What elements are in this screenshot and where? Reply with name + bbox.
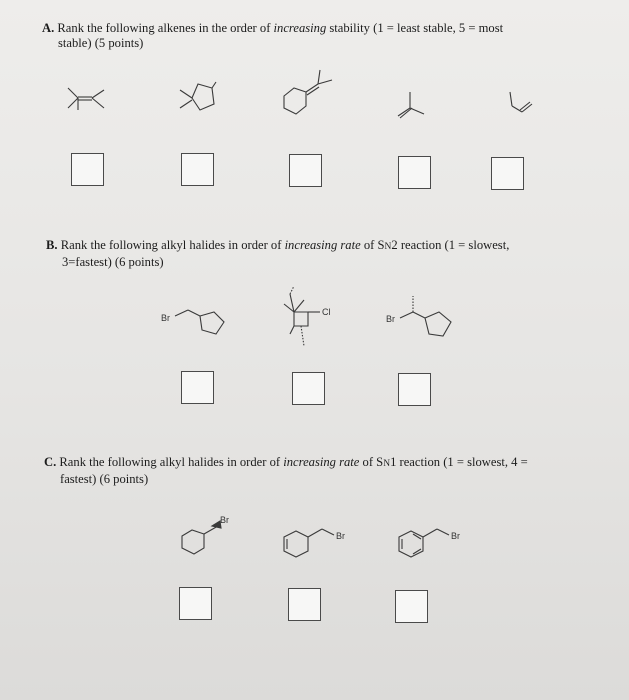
question-b-text: [46, 238, 509, 270]
question-a-letter: A.: [42, 21, 55, 35]
question-a-text-part2: stability (1 = least stable, 5 = most: [326, 21, 504, 35]
question-c-text-mid: of S: [359, 455, 384, 469]
question-b-letter: B.: [46, 238, 58, 252]
molecule-b2-label: Cl: [322, 307, 331, 317]
answer-box-a2[interactable]: [181, 153, 214, 186]
answer-box-c2[interactable]: [288, 588, 321, 621]
question-c-line2: fastest) (6 points): [60, 472, 149, 486]
answer-box-a4[interactable]: [398, 156, 431, 189]
question-a-text-part1: Rank the following alkenes in the order of: [57, 21, 274, 35]
molecule-a4-disubstituted-alkene: [392, 88, 432, 122]
molecule-a3-isopropylidene-cyclohexane: [276, 66, 346, 122]
molecule-c3-label: Br: [451, 531, 460, 541]
answer-box-b3[interactable]: [398, 373, 431, 406]
question-b-text-part1: Rank the following alkyl halides in order of: [60, 238, 285, 252]
question-c-subscript: N: [383, 459, 391, 469]
question-b-text-part2: 2 reaction (1 = slowest,: [391, 238, 510, 252]
molecule-c2-bromo-cyclohexene: [278, 515, 368, 565]
molecule-c2-label: Br: [336, 531, 345, 541]
molecule-a2-methylenecyclopentane: [172, 76, 232, 122]
answer-box-c1[interactable]: [179, 587, 212, 620]
molecule-b2-chlorocyclobutane: [278, 284, 358, 354]
answer-box-b1[interactable]: [181, 371, 214, 404]
molecule-b3-label: Br: [386, 314, 395, 324]
question-b-line2: 3=fastest) (6 points): [62, 255, 164, 269]
answer-box-a5[interactable]: [491, 157, 524, 190]
question-a-line2: stable) (5 points): [58, 36, 144, 50]
answer-box-c3[interactable]: [395, 590, 428, 623]
answer-box-a3[interactable]: [289, 154, 322, 187]
question-c-italic: increasing rate: [283, 455, 360, 469]
molecule-b1-bromoethylcyclopentane: [158, 300, 238, 340]
molecule-c3-bromo-benzene-derivative: [393, 515, 483, 565]
question-c-text: [44, 455, 528, 487]
question-b-italic: increasing rate: [284, 238, 361, 252]
question-b-subscript: N: [384, 242, 392, 252]
molecule-c1-label: Br: [220, 515, 229, 525]
molecule-b3-bromo-methylcyclopentane: [383, 290, 473, 350]
question-b-text-mid: of S: [360, 238, 385, 252]
molecule-c1-bromocyclohexane-derivative: [176, 512, 246, 562]
question-a-italic: increasing: [273, 21, 327, 35]
question-c-text-part1: Rank the following alkyl halides in order of: [59, 455, 284, 469]
answer-box-b2[interactable]: [292, 372, 325, 405]
question-c-text-part2: 1 reaction (1 = slowest, 4 =: [390, 455, 528, 469]
molecule-a1-tetrasubstituted-alkene: [60, 80, 110, 120]
molecule-a5-monosubstituted-alkene: [500, 88, 540, 118]
question-a-text: [42, 21, 503, 51]
molecule-b1-label: Br: [161, 313, 170, 323]
question-c-letter: C.: [44, 455, 57, 469]
answer-box-a1[interactable]: [71, 153, 104, 186]
